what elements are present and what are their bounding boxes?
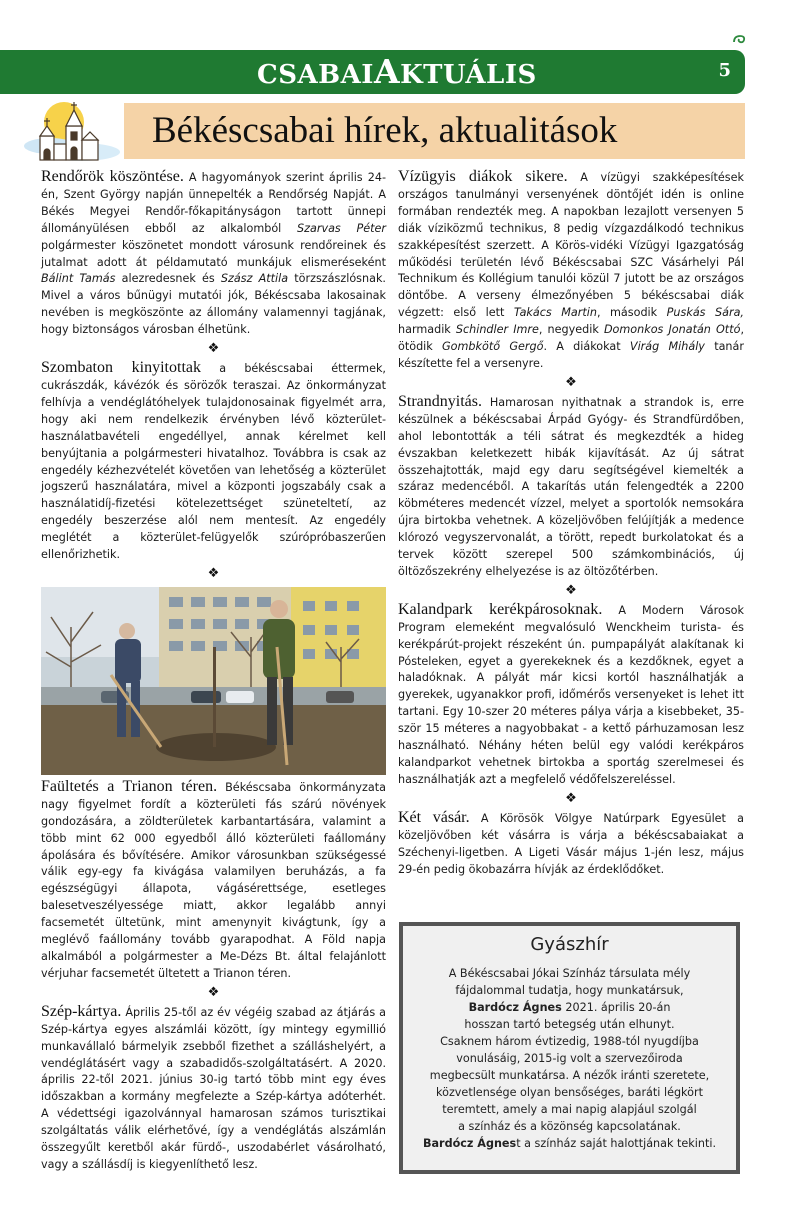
obituary-line: Bardócz Ágnes 2021. április 20-án — [468, 1001, 671, 1014]
separator-icon: ❖ — [207, 984, 220, 1000]
article-paragraph — [398, 602, 744, 789]
person-name: Takács Martin — [513, 306, 597, 320]
person-name: Szász Attila — [220, 272, 289, 286]
right-column — [398, 169, 744, 878]
article-text — [41, 781, 386, 980]
text-run: . A diákokat — [543, 340, 630, 354]
article-text — [398, 604, 744, 786]
section-title: Békéscsabai hírek, aktualitások — [152, 110, 618, 151]
obituary-body — [403, 965, 736, 1152]
church-logo-icon — [20, 96, 124, 166]
article-police-day — [41, 169, 386, 339]
text-run: harmadik — [398, 323, 456, 337]
article-szep-card — [41, 1004, 386, 1174]
article-text — [398, 396, 744, 578]
article-two-fairs — [398, 810, 744, 879]
obituary-box — [399, 922, 740, 1174]
separator-icon: ❖ — [565, 374, 577, 390]
person-name: Schindler Imre — [455, 323, 539, 337]
person-name: Bálint Tamás — [41, 272, 116, 286]
separator-icon: ❖ — [565, 790, 577, 806]
text-run: , negyedik — [538, 323, 604, 337]
article-water-students — [398, 169, 744, 373]
text-run: tanár készítette fel a versenyre. — [398, 340, 744, 370]
person-name: Gombkötő Gergő — [442, 340, 544, 354]
article-text — [41, 171, 386, 336]
article-text — [41, 1006, 386, 1171]
article-heading: Rendőrök köszöntése. — [41, 168, 184, 185]
magazine-title-rest: KTUÁLIS — [400, 60, 537, 90]
article-heading: Két vásár. — [398, 808, 470, 826]
obituary-line: fájdalommal tudatja, hogy munkatársuk, — [455, 984, 684, 997]
tree-planting-photo — [41, 587, 386, 775]
swirl-ornament-icon — [732, 34, 746, 46]
text-run: A Körösök Völgye Natúrpark Egyesület a közeljövőben két vásárra is várja a békéscsabaiakat a Széchenyi-ligetben. A Ligeti Vásár május 1-jén lesz, május 29-én pedig ökobazárra hívják az érdeklődőket. — [398, 811, 745, 876]
article-terraces — [41, 360, 386, 564]
deceased-name: Bardócz Ágnes — [422, 1137, 517, 1150]
text-run: törzszászlósnak. Mivel a város bűnügyi mutatói jók, Békéscsaba lakosainak nevében is megköszönte az állomány valamennyi tagjának, hogy biztonságos városban élhetünk. — [41, 272, 386, 337]
article-paragraph — [398, 810, 744, 879]
obituary-line: közvetlensége olyan bensőséges, baráti légkört — [436, 1086, 703, 1099]
separator-icon: ❖ — [207, 341, 220, 357]
magazine-title-initial: A — [373, 52, 401, 91]
person-name: Virág Mihály — [629, 340, 705, 354]
obituary-line: A Békéscsabai Jókai Színház társulata mély — [448, 967, 691, 980]
left-column — [41, 169, 386, 1174]
obituary-line: megbecsült munkatársa. A nézők iránti szeretete, — [429, 1069, 710, 1082]
separator-icon: ❖ — [565, 582, 577, 598]
article-heading: Kalandpark kerékpárosoknak. — [398, 600, 603, 618]
article-tree-planting — [41, 779, 386, 983]
separator-icon: ❖ — [207, 565, 220, 581]
obituary-line: vonulásáig, 2015-ig volt a szervezőiroda — [456, 1052, 683, 1065]
article-paragraph — [41, 1004, 386, 1174]
article-paragraph — [41, 169, 386, 339]
text-run: A hagyományok szerint április 24-én, Szent György napján ünnepelték a Rendőrség Napját. A Békés Megyei Rendőr-főkapitányságon tartott ünnepi állományülésen ebből az alkalomból — [41, 171, 386, 235]
obituary-line: teremtett, amely a mai napig alapjául szolgál — [442, 1103, 697, 1116]
article-paragraph — [398, 169, 744, 373]
magazine-title — [257, 52, 537, 91]
article-bike-park — [398, 602, 744, 789]
obituary-line: Bardócz Ágnest a színház saját halottjának tekinti. — [422, 1137, 717, 1150]
page-number: 5 — [718, 60, 731, 81]
text-run: Hamarosan nyithatnak a strandok is, erre készülnek a békéscsabai Árpád Gyógy- és Strandfürdőben, ahol lebontották a téli sátrat és megkezdték a hideg évszakban keletkezett hibák kijavítását. Az új sátrat összehajtották, majd egy daru segítségével kiemelték a száraz medencéből. A takarítás után felengedték a 2200 köbméteres medencét vízzel, melyet a sportolók nemsokára újra birtokba vehetnek. A közeljövőben felújítják a medence klórozó vegyszervonalát, a törött, repedt burkolatokat és a tervek között szerepel 500 számkombinációs, új öltözőszekrény elhelyezése is az öltözőtérben. — [398, 395, 744, 578]
text-run: polgármester köszönetet mondott városunk rendőreinek és jutalmat adott át példamutató munkájuk elismeréseként — [41, 238, 386, 269]
section-header — [124, 103, 745, 159]
text-run: Békéscsaba önkormányzata nagy figyelmet fordít a közterületi fás szárú növények gondozására, a zöldterületek karbantartására, valamint a több mint 62 000 egyedből álló közterületi faállomány ápolására és bővítésére. Amikor városunkban szükségessé válik egy-egy fa kivágása valamilyen beruházás, a fa egészségügyi állapota, vágásérettsége, esetleges balesetveszélyessége miatt, akkor legalább annyi facsemetét ültetünk, mint amenynyit kivágtunk, így a meglévő faállomány tovább gyarapodhat. A Föld napja alkalmából a polgármester a Me-Dézs Bt. által felajánlott vérjuhar facsemetét ültetett a Trianon téren. — [41, 780, 387, 980]
deceased-name: Bardócz Ágnes — [468, 1001, 562, 1014]
magazine-banner — [0, 50, 745, 94]
article-heading: Strandnyitás. — [398, 392, 482, 410]
article-beach-opening — [398, 394, 744, 581]
text-run: A vízügyi szakképesítések országos tanulmányi versenyének döntőjét idén is online formában rendezték meg. A napokban lezajlott versenyen 5 diák víziközmű technikus, 8 pedig vízgazdálkodó technikus szakképesítést szerzett. A Körös-vidéki Vízügyi Igazgatóság működési területén lévő Békéscsabai SZC Vásárhelyi Pál Technikum és Kollégium tanulói közül 7 jutott be az országos döntőbe. A verseny élmezőnyében 5 békéscsabai diák végzett: első lett — [398, 171, 744, 320]
text-run: alezredesnek és — [115, 272, 221, 286]
text-run: A Modern Városok Program elemeként megvalósuló Wenckheim turista- és kerékpárút-projekt részeként ún. pumpapályát alakítanak ki Pósteleken, egyet a gyerekeknek és a kezdőknek, egyet a haladóknak. A pályát már kicsi kortól használhatják a gyerekek, ugyanakkor profi, időmérős versenyeket is lehet itt tartani. Egy 10-szer 20 méteres pálya várja a kisebbeket, 35-ször 15 méteres a nagyobbakat - a kettő párhuzamosan lesz használható. Néhány héten belül egy valódi kerékpáros kalandparkot vehetnek birtokba a sportág szerelmesei és használhatják azt a megfelelő védőfelszereléssel. — [398, 603, 744, 786]
obituary-title: Gyászhír — [530, 934, 609, 955]
article-paragraph — [41, 360, 386, 564]
obituary-line: a színház és a közönség kapcsolatának. — [458, 1120, 681, 1133]
article-heading: Vízügyis diákok sikere. — [398, 168, 568, 185]
text-run: , második — [596, 306, 667, 320]
article-text — [41, 362, 386, 561]
article-paragraph — [41, 779, 386, 983]
person-name: Domonkos Jonatán Ottó — [603, 323, 741, 337]
article-heading: Szép-kártya. — [41, 1002, 122, 1020]
obituary-line: hosszan tartó betegség után elhunyt. — [464, 1018, 675, 1031]
article-heading: Szombaton kinyitottak — [41, 359, 201, 377]
person-name: Szarvas Péter — [297, 221, 386, 235]
text-run: a békéscsabai éttermek, cukrászdák, kávézók és sörözők teraszai. Az önkormányzat felhívja a vendéglátóhelyek tulajdonosainak figyelmét arra, hogy aki nem rendelkezik érvényben lévő közterület-használatbavételi engedéllyel, annak kérelmet kell benyújtania a polgármesteri hivatalhoz. Továbbra is csak az engedély kézhezvételét követően van lehetőség a közterület jogszerű használatára, mivel a központi jogszabály csak a használatidíj-fizetési kötelezettséget szüneteltetí, az engedély beszerzése alól nem mentesít. Az engedély meglétét a közterület-felügyelők szúrópróbaszerűen ellenőrizhetik. — [41, 362, 386, 562]
magazine-title-prefix: CSABAI — [257, 60, 374, 90]
text-run: Április 25-től az év végéig szabad az átjárás a Szép-kártya egyes alszámlái között, így mintegy egymillió munkavállaló bármelyik zsebből fizethet a szálláshelyért, a vendéglátásért vagy a szabadidős-szolgáltatásért. A 2020. április 22-től 2021. június 30-ig tartó több mint egy éves időszakban a kormány megfelezte a Szép-kártya adóterhét. A védettségi igazolvánnyal hamarosan számos turisztikai szolgáltatás válik elérhetővé, így a vendéglátás alszámlán összegyűlt keretből akár fürdő-, uszodabérlet vásárolható, vagy a szállásdíj is kiegyenlíthető lesz. — [41, 1005, 386, 1171]
article-heading: Faültetés a Trianon téren. — [41, 777, 218, 795]
article-paragraph — [398, 394, 744, 581]
article-text — [398, 171, 744, 370]
text-run: , ötödik — [398, 323, 744, 354]
person-name: Puskás Sára, — [666, 306, 744, 320]
obituary-line: Csaknem három évtizedig, 1988-tól nyugdíjba — [440, 1035, 699, 1048]
